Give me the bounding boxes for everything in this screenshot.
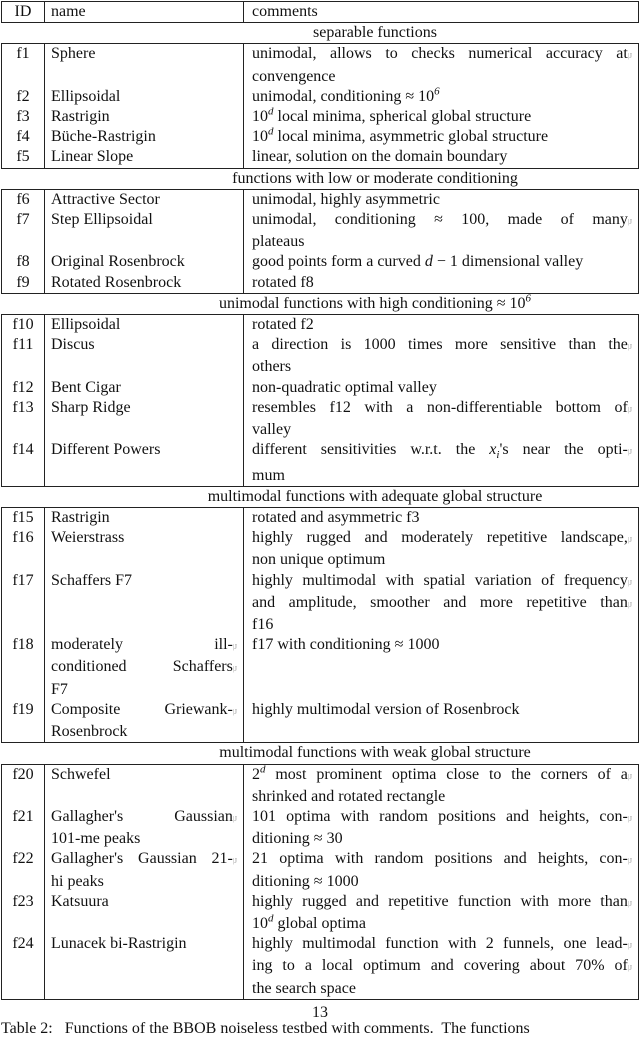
function-comments bbox=[244, 315, 638, 335]
section-box bbox=[1, 314, 639, 487]
function-name bbox=[45, 571, 244, 636]
text-line: 21 optima with random positions and heights, con-|J bbox=[252, 850, 632, 868]
function-comments bbox=[244, 700, 638, 742]
function-name bbox=[45, 44, 244, 86]
table-row bbox=[2, 335, 638, 377]
text-line: Weierstrass bbox=[51, 529, 125, 547]
function-name bbox=[45, 849, 244, 891]
text-line: mum bbox=[252, 466, 285, 484]
function-id: f19 bbox=[2, 700, 45, 742]
text-line: unimodal, allows to checks numerical accuracy at|J bbox=[252, 45, 632, 63]
function-name bbox=[45, 700, 244, 742]
function-name bbox=[45, 934, 244, 999]
function-id: f17 bbox=[2, 571, 45, 636]
text-line: highly multimodal function with 2 funnels, one lead-|J bbox=[252, 935, 632, 953]
table-row bbox=[2, 315, 638, 335]
function-name bbox=[45, 87, 244, 107]
text-line: highly rugged and repetitive function with more than|J bbox=[252, 892, 632, 910]
text-line: rotated and asymmetric f3 bbox=[252, 509, 420, 527]
function-name bbox=[45, 210, 244, 252]
text-line: Linear Slope bbox=[51, 148, 134, 166]
text-line: resembles f12 with a non-differentiable bottom of|J bbox=[252, 398, 632, 416]
function-name bbox=[45, 127, 244, 147]
section-title: separable functions bbox=[313, 24, 437, 42]
table-row bbox=[2, 440, 638, 486]
function-name bbox=[45, 107, 244, 127]
table-header bbox=[1, 1, 639, 23]
function-name bbox=[45, 273, 244, 293]
table-caption: Table 2: Functions of the BBOB noiseless testbed with comments. The functions bbox=[1, 1019, 530, 1037]
function-name bbox=[45, 315, 244, 335]
text-line: unimodal, highly asymmetric bbox=[252, 190, 440, 208]
function-id: f15 bbox=[2, 508, 45, 528]
function-comments bbox=[244, 273, 638, 293]
text-line: Schwefel bbox=[51, 765, 111, 783]
function-id: f1 bbox=[2, 44, 45, 86]
table-row bbox=[2, 127, 638, 147]
function-comments bbox=[244, 87, 638, 107]
text-line: Sharp Ridge bbox=[51, 398, 131, 416]
text-line: hi peaks bbox=[51, 872, 104, 890]
table-row bbox=[2, 934, 638, 999]
function-name bbox=[45, 528, 244, 570]
text-line: Sphere bbox=[51, 45, 96, 63]
functions-table bbox=[1, 1, 639, 1037]
text-line: and amplitude, smoother and more repetitive than|J bbox=[252, 593, 632, 611]
section-title: unimodal functions with high conditioning ≈ $10^6$ bbox=[218, 292, 532, 312]
header-id: ID bbox=[2, 2, 45, 22]
text-line: plateaus bbox=[252, 233, 305, 251]
function-id: f10 bbox=[2, 315, 45, 335]
function-comments bbox=[244, 571, 638, 636]
function-comments bbox=[244, 252, 638, 272]
text-line: unimodal, conditioning ≈ 100, made of many|J bbox=[252, 211, 632, 229]
text-line: 10$^d$ local minima, spherical global structure bbox=[252, 105, 532, 126]
function-comments bbox=[244, 44, 638, 86]
function-comments bbox=[244, 934, 638, 999]
text-line: Original Rosenbrock bbox=[51, 253, 185, 271]
function-comments bbox=[244, 508, 638, 528]
table-row bbox=[2, 700, 638, 742]
function-id: f8 bbox=[2, 252, 45, 272]
table-row bbox=[2, 892, 638, 934]
text-line: Ellipsoidal bbox=[51, 316, 121, 334]
function-id: f4 bbox=[2, 127, 45, 147]
text-line: Gallagher's Gaussian 21-|J bbox=[51, 850, 237, 868]
function-comments bbox=[244, 147, 638, 167]
section-title: multimodal functions with adequate global structure bbox=[207, 487, 543, 505]
text-line: Gallagher's Gaussian|J bbox=[51, 807, 237, 825]
function-name bbox=[45, 378, 244, 398]
text-line: Lunacek bi-Rastrigin bbox=[51, 935, 187, 953]
text-line: Step Ellipsoidal bbox=[51, 211, 153, 229]
function-comments bbox=[244, 378, 638, 398]
function-id: f16 bbox=[2, 528, 45, 570]
function-id: f20 bbox=[2, 765, 45, 807]
function-id: f22 bbox=[2, 849, 45, 891]
function-comments bbox=[244, 210, 638, 252]
function-comments bbox=[244, 398, 638, 440]
function-comments bbox=[244, 335, 638, 377]
text-line: Ellipsoidal bbox=[51, 87, 121, 105]
text-line: 10$^d$ global optima bbox=[252, 912, 366, 932]
text-line: Composite Griewank-|J bbox=[51, 700, 237, 718]
function-id: f11 bbox=[2, 335, 45, 377]
function-name bbox=[45, 252, 244, 272]
function-comments bbox=[244, 440, 638, 486]
function-id: f24 bbox=[2, 934, 45, 999]
table-row bbox=[2, 571, 638, 636]
table-row bbox=[2, 252, 638, 272]
text-line: highly multimodal with spatial variation of frequency|J bbox=[252, 571, 632, 589]
section-title: multimodal functions with weak global structure bbox=[219, 744, 531, 762]
table-row bbox=[2, 378, 638, 398]
section-title: functions with low or moderate conditioning bbox=[232, 169, 518, 187]
text-line: others bbox=[252, 358, 292, 376]
table-row bbox=[2, 190, 638, 210]
function-name bbox=[45, 440, 244, 486]
text-line: Bent Cigar bbox=[51, 378, 121, 396]
text-line: non-quadratic optimal valley bbox=[252, 378, 437, 396]
text-line: 10$^d$ local minima, asymmetric global structure bbox=[252, 125, 549, 146]
section-box bbox=[1, 43, 639, 168]
text-line: Rosenbrock bbox=[51, 723, 128, 741]
text-line: a direction is 1000 times more sensitive than the|J bbox=[252, 336, 632, 354]
function-comments bbox=[244, 127, 638, 147]
text-line: moderately ill-|J bbox=[51, 636, 237, 654]
text-line: shrinked and rotated rectangle bbox=[252, 787, 446, 805]
table-row bbox=[2, 147, 638, 167]
text-line: conditioned Schaffers|J bbox=[51, 658, 237, 676]
function-id: f12 bbox=[2, 378, 45, 398]
function-name bbox=[45, 508, 244, 528]
function-id: f7 bbox=[2, 210, 45, 252]
text-line: f16 bbox=[252, 616, 274, 634]
function-comments bbox=[244, 807, 638, 849]
text-line: Rotated Rosenbrock bbox=[51, 273, 182, 291]
function-id: f6 bbox=[2, 190, 45, 210]
page-number: 13 bbox=[312, 1003, 328, 1021]
text-line: Rastrigin bbox=[51, 108, 110, 126]
table-row bbox=[2, 635, 638, 700]
text-line: highly multimodal version of Rosenbrock bbox=[252, 700, 520, 718]
function-id: f13 bbox=[2, 398, 45, 440]
function-id: f21 bbox=[2, 807, 45, 849]
text-line: f17 with conditioning ≈ 1000 bbox=[252, 636, 440, 654]
section-box bbox=[1, 507, 639, 743]
text-line: ing to a local optimum and covering about 70% of|J bbox=[252, 957, 632, 975]
function-name bbox=[45, 892, 244, 934]
function-id: f9 bbox=[2, 273, 45, 293]
function-name bbox=[45, 635, 244, 700]
function-id: f23 bbox=[2, 892, 45, 934]
text-line: good points form a curved d − 1 dimensional valley bbox=[252, 253, 584, 271]
header-name: name bbox=[45, 2, 244, 22]
header-comments: comments bbox=[252, 3, 318, 20]
text-line: Schaffers F7 bbox=[51, 571, 133, 589]
table-row bbox=[2, 107, 638, 127]
table-row bbox=[2, 807, 638, 849]
function-comments bbox=[244, 849, 638, 891]
text-line: valley bbox=[252, 421, 292, 439]
text-line: 101 optima with random positions and heights, con-|J bbox=[252, 807, 632, 825]
table-row bbox=[2, 849, 638, 891]
function-name bbox=[45, 807, 244, 849]
text-line: ditioning ≈ 1000 bbox=[252, 872, 359, 890]
function-comments bbox=[244, 765, 638, 807]
function-name bbox=[45, 335, 244, 377]
function-comments bbox=[244, 892, 638, 934]
text-line: 101-me peaks bbox=[51, 830, 141, 848]
text-line: Discus bbox=[51, 336, 95, 354]
text-line: Katsuura bbox=[51, 892, 109, 910]
text-line: non unique optimum bbox=[252, 551, 386, 569]
text-line: F7 bbox=[51, 680, 68, 698]
text-line: 2$^d$ most prominent optima close to the corners of a|J bbox=[252, 763, 632, 783]
function-id: f5 bbox=[2, 147, 45, 167]
function-name bbox=[45, 190, 244, 210]
function-name bbox=[45, 765, 244, 807]
text-line: Different Powers bbox=[51, 441, 161, 459]
function-id: f14 bbox=[2, 440, 45, 486]
text-line: the search space bbox=[252, 979, 356, 997]
table-row bbox=[2, 210, 638, 252]
function-comments bbox=[244, 190, 638, 210]
text-line: rotated f8 bbox=[252, 273, 314, 291]
function-comments bbox=[244, 528, 638, 570]
function-comments bbox=[244, 635, 638, 700]
function-id: f2 bbox=[2, 87, 45, 107]
function-comments bbox=[244, 107, 638, 127]
function-name bbox=[45, 147, 244, 167]
text-line: Rastrigin bbox=[51, 509, 110, 527]
table-row bbox=[2, 44, 638, 86]
text-line: rotated f2 bbox=[252, 316, 314, 334]
table-row bbox=[2, 87, 638, 107]
text-line: Büche-Rastrigin bbox=[51, 128, 156, 146]
section-box bbox=[1, 764, 639, 1000]
table-row bbox=[2, 273, 638, 293]
text-line: highly rugged and moderately repetitive landscape,|J bbox=[252, 529, 632, 547]
table-row bbox=[2, 398, 638, 440]
function-id: f18 bbox=[2, 635, 45, 700]
section-box bbox=[1, 189, 639, 294]
table-row bbox=[2, 528, 638, 570]
text-line: different sensitivities w.r.t. the $x_i's$ near the opti-|J bbox=[252, 441, 633, 462]
function-id: f3 bbox=[2, 107, 45, 127]
table-row bbox=[2, 765, 638, 807]
text-line: Attractive Sector bbox=[51, 190, 160, 208]
text-line: ditioning ≈ 30 bbox=[252, 830, 343, 848]
text-line: unimodal, conditioning ≈ $10^6$ bbox=[252, 85, 440, 105]
function-name bbox=[45, 398, 244, 440]
text-line: linear, solution on the domain boundary bbox=[252, 148, 508, 166]
table-row bbox=[2, 508, 638, 528]
text-line: convengence bbox=[252, 67, 336, 85]
